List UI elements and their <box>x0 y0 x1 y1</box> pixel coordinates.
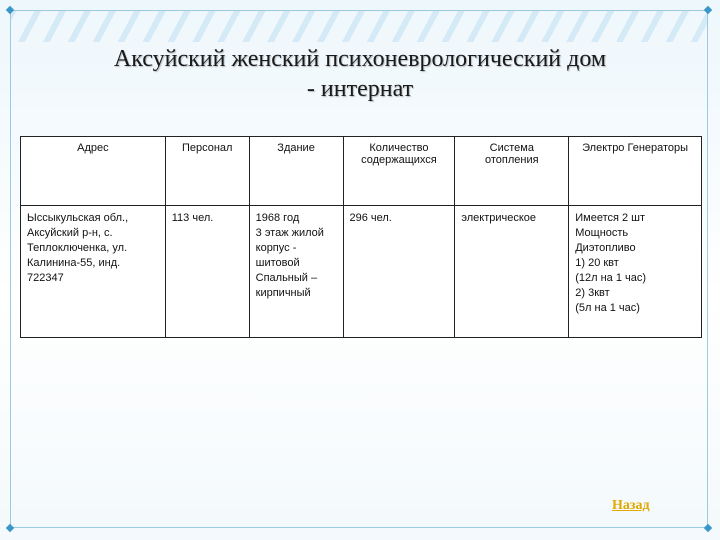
cell-generators <box>569 206 702 338</box>
cell-address <box>21 206 166 338</box>
cell-heating: электрическое <box>455 206 569 338</box>
header-address: Адрес <box>21 137 166 206</box>
address-line: Ыссыкульская обл., <box>27 212 129 224</box>
header-staff: Персонал <box>165 137 249 206</box>
building-line: Спальный – <box>255 272 318 284</box>
header-heating: Система отопления <box>455 137 569 206</box>
info-table <box>20 136 702 338</box>
title-line-2: - интернат <box>306 76 414 102</box>
generators-line: Мощность <box>575 227 629 239</box>
cell-residents: 296 чел. <box>343 206 455 338</box>
address-line: Аксуйский р-н, с. <box>27 227 113 239</box>
generators-line: (5л на 1 час) <box>575 302 640 314</box>
generators-line: (12л на 1 час) <box>575 272 647 284</box>
table-header-row <box>21 137 702 206</box>
cell-staff: 113 чел. <box>165 206 249 338</box>
header-residents: Количество содержащихся <box>343 137 455 206</box>
building-line: шитовой <box>255 257 300 269</box>
cell-building <box>249 206 343 338</box>
address-line: Калинина-55, инд. <box>27 257 121 269</box>
table-row <box>21 206 702 338</box>
generators-line: Имеется 2 шт <box>575 212 646 224</box>
generators-line: Диэтопливо <box>575 242 636 254</box>
header-generators: Электро Генераторы <box>569 137 702 206</box>
generators-line: 1) 20 квт <box>575 257 619 269</box>
building-line: кирпичный <box>255 287 311 299</box>
title-line-1: Аксуйский женский психоневрологический дом <box>113 46 607 72</box>
building-line: 3 этаж жилой <box>255 227 324 239</box>
address-line: 722347 <box>27 272 64 284</box>
header-building: Здание <box>249 137 343 206</box>
page-title <box>20 44 700 104</box>
back-link[interactable]: Назад <box>612 498 650 513</box>
building-line: корпус - <box>255 242 297 254</box>
address-line: Теплоключенка, ул. <box>27 242 128 254</box>
building-line: 1968 год <box>255 212 300 224</box>
generators-line: 2) 3квт <box>575 287 610 299</box>
